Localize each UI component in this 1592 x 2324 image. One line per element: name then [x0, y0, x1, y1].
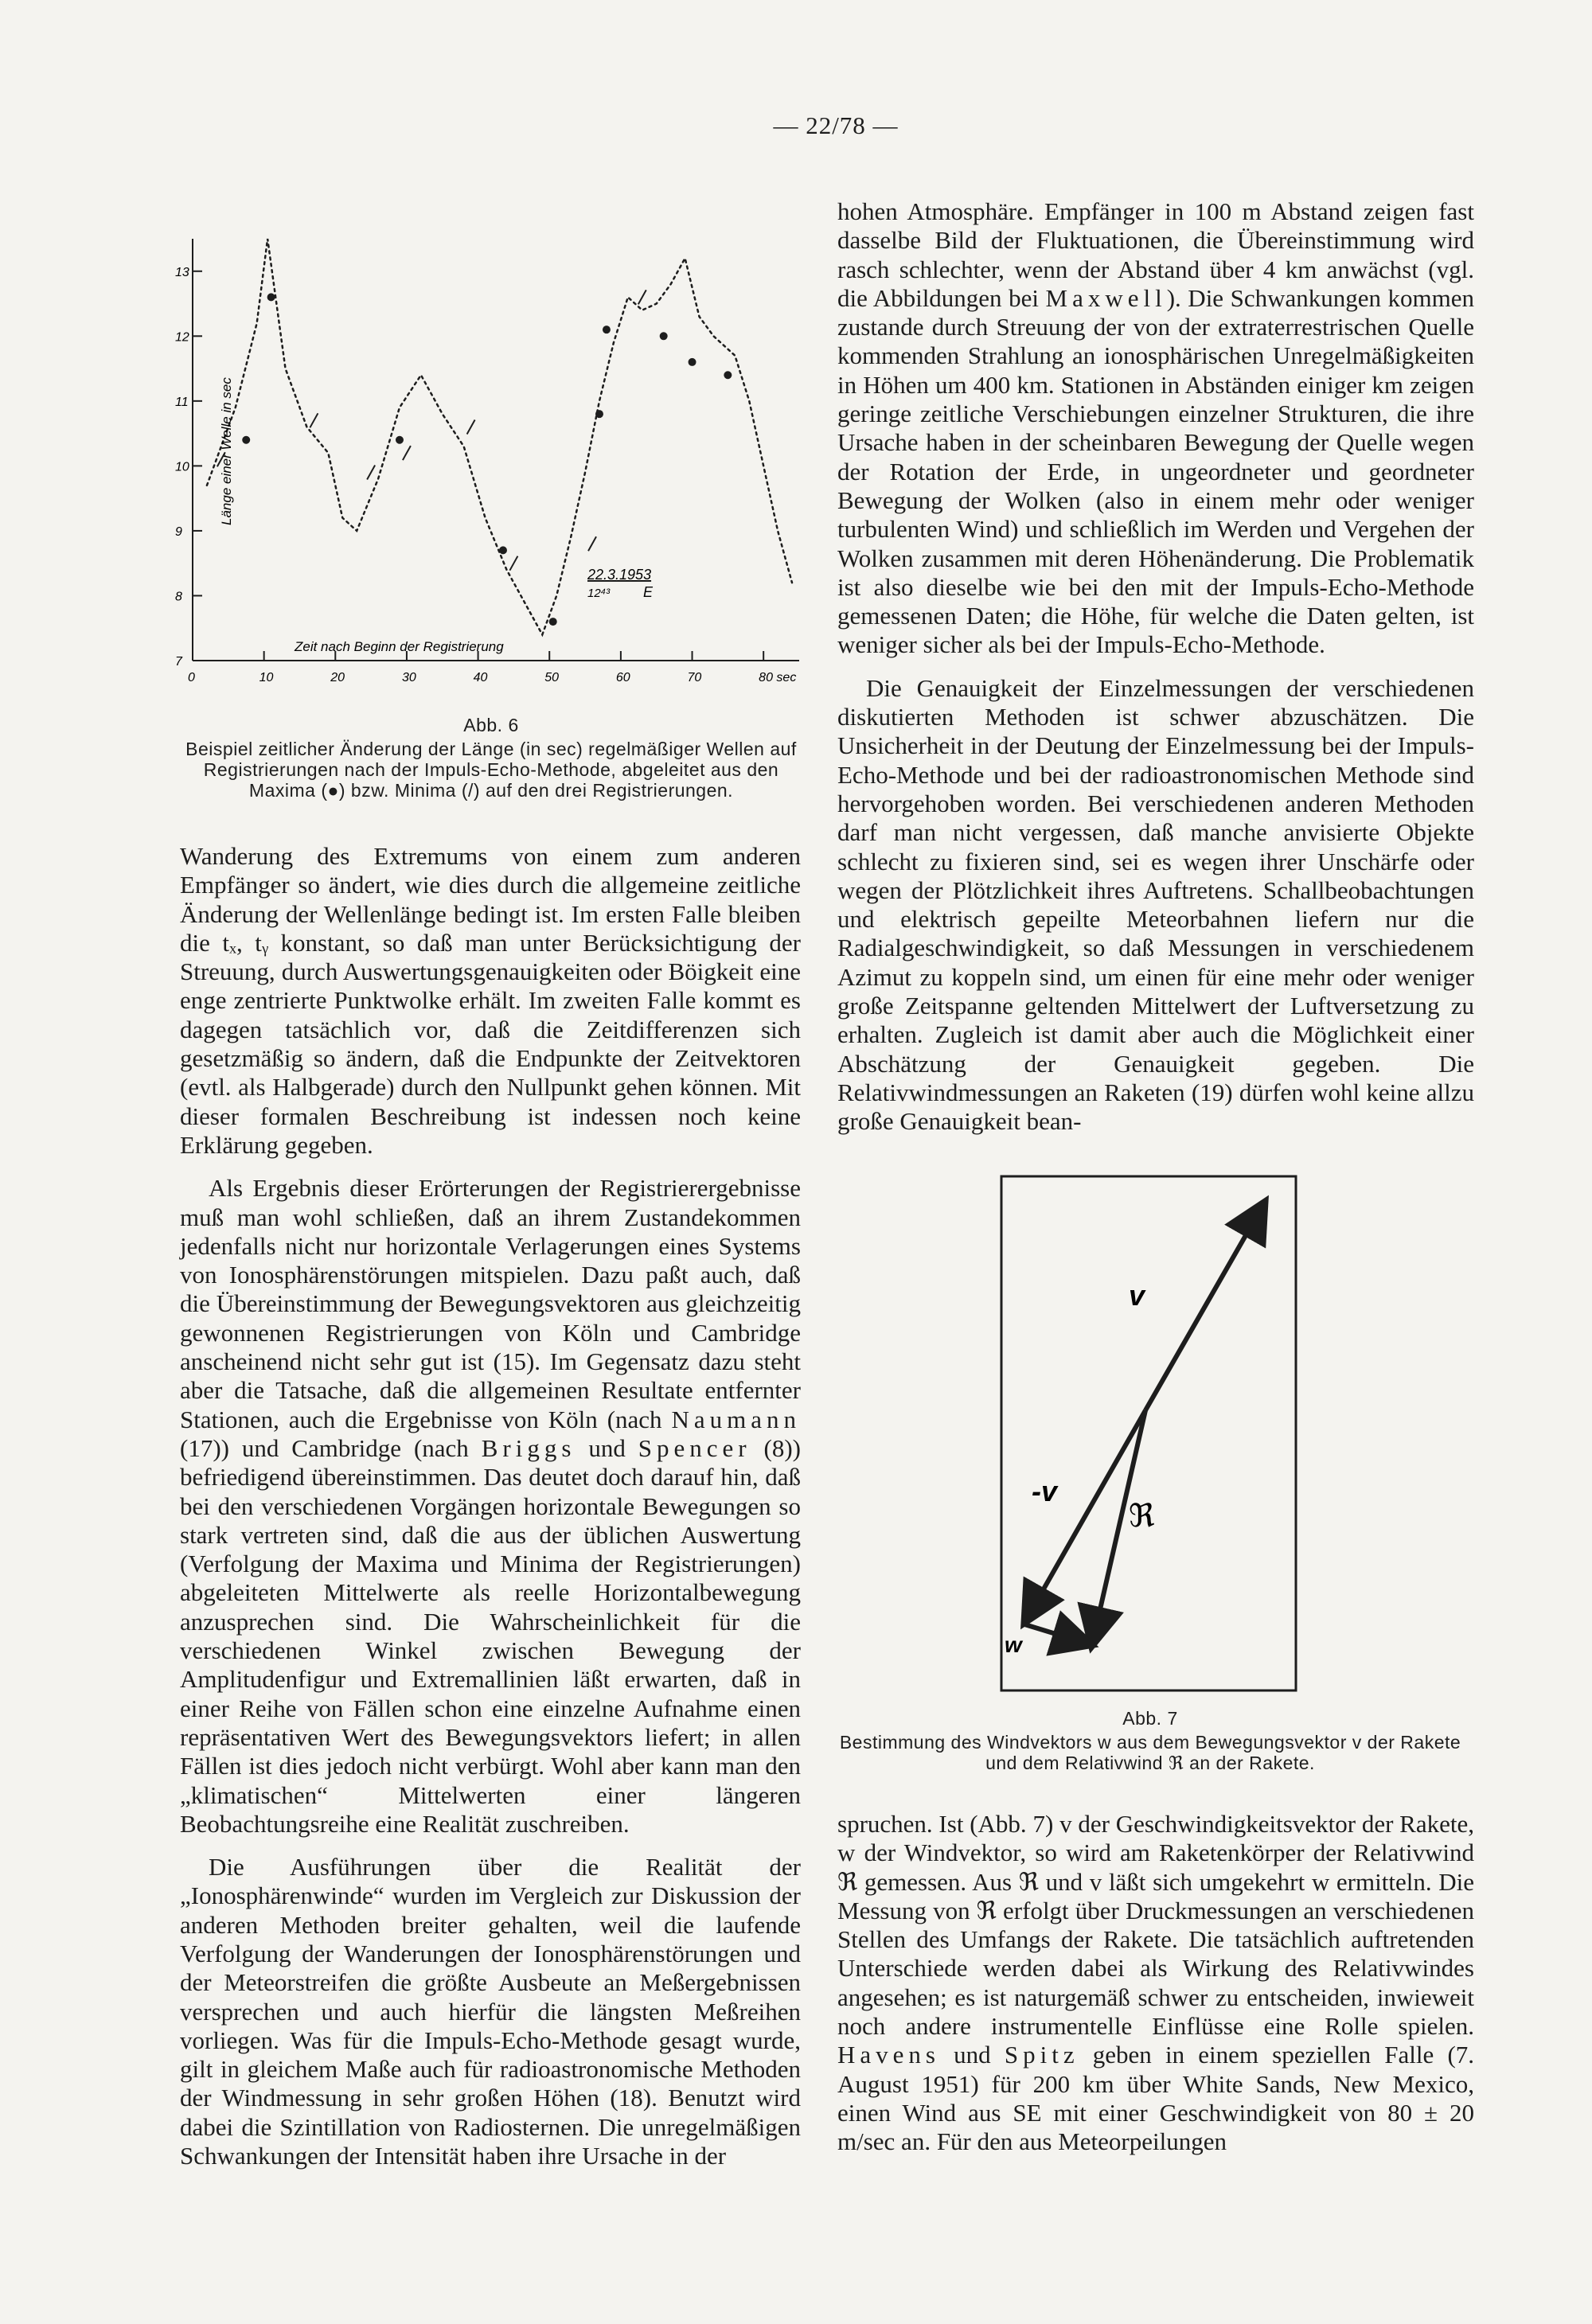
y-tick-label: 10 — [175, 460, 189, 474]
page-number: — 22/78 — — [773, 111, 899, 139]
figure-7-frame — [1001, 1176, 1296, 1690]
author-name: Havens — [837, 2041, 940, 2069]
vector-v — [1145, 1203, 1264, 1410]
chart-marks — [217, 290, 732, 626]
x-tick-label: 60 — [615, 671, 630, 684]
figure-7-caption — [829, 1708, 1471, 1773]
x-tick-label: 0 — [188, 671, 195, 684]
y-tick-label: 7 — [175, 655, 182, 669]
x-tick-label: 80 sec — [759, 671, 797, 684]
vector-minus-v — [1025, 1410, 1145, 1621]
y-axis-label: Länge einer Welle in sec — [219, 377, 234, 525]
maximum-point — [660, 332, 668, 340]
label-R: ℜ — [1129, 1499, 1155, 1534]
y-tick-label: 13 — [175, 265, 189, 279]
series-line — [207, 239, 792, 634]
maximum-point — [242, 436, 250, 444]
minimum-mark — [310, 413, 318, 427]
paragraph: Die Ausführungen über die Realität der „Ionosphärenwinde“ wurden im Vergleich zur Diskussion der anderen Methoden breiter gehalten, weil die laufende Verfolgung der Wanderungen der Ionosphärenstörungen und der Meteorstreifen die größte Ausbeute an Meßergebnissen versprechen und auch hierfür die längsten Meßreihen vorliegen. Was für die Impuls-Echo-Methode gesagt wurde, gilt in gleichem Maße auch für radioastronomische Methoden der Windmessung in sehr großen Höhen (18). Benutzt wird dabei die Szintillation von Radiosternen. Die unregelmäßigen Schwankungen der Intensität haben ihre Ursache in der — [180, 1853, 801, 2170]
figure-6-label: Abb. 6 — [463, 715, 519, 735]
figure-6-station: E — [643, 584, 654, 600]
author-name: Spitz — [1004, 2041, 1079, 2069]
label-w: w — [1005, 1632, 1022, 1657]
minimum-mark — [588, 536, 596, 551]
left-column — [180, 842, 801, 2185]
x-tick-label: 20 — [330, 671, 345, 684]
y-tick-label: 12 — [175, 330, 189, 345]
label-minus-v: -v — [1032, 1475, 1058, 1507]
paragraph: Die Genauigkeit der Einzelmessungen der verschiedenen diskutierten Methoden ist schwer abzuschätzen. Die Unsicherheit in der Deutung der Einzelmessung bei der Impuls-Echo-Methode und bei der radioastronomischen Methode sind hervorgehoben worden. Bei verschiedenen anderen Methoden darf man nicht vergessen, daß manche anvisierte Objekte schlecht zu fixieren sind, sei es wegen ihrer Unschärfe oder wegen der Plötzlichkeit ihres Auftretens. Schallbeobachtungen und elektrisch gepeilte Meteorbahnen liefern nur die Radialgeschwindigkeit, so daß Messungen in verschiedenem Azimut zu koppeln sind, um einen für eine mehr oder weniger große Zeitspanne geltenden Mittelwert der Luftversetzung zu erhalten. Zugleich ist damit aber auch die Möglichkeit einer Abschätzung der Genauigkeit gegeben. Die Relativwindmessungen an Raketen (19) dürfen wohl keine allzu große Genauigkeit bean- — [837, 673, 1474, 1136]
figure-6-time: 12⁴³ — [587, 587, 611, 600]
paragraph: spruchen. Ist (Abb. 7) v der Geschwindigkeitsvektor der Rakete, w der Windvektor, so wird am Raketenkörper der Relativwind ℜ gemessen. Aus ℜ und v läßt sich umgekehrt w ermitteln. Die Messung von ℜ erfolgt über Druckmessungen an verschiedenen Stellen des Umfangs der Rakete. Die tatsächlich auftretenden Unterschiede werden dabei als Wirkung des Relativwindes angesehen; es ist naturgemäß schwer zu entscheiden, inwieweit noch andere instrumentelle Einflüsse eine Rolle spielen. Havens und Spitz geben in einem speziellen Falle (7. August 1951) für 200 km über White Sands, New Mexico, einen Wind aus SE mit einer Geschwindigkeit von 80 ± 20 m/sec an. Für den aus Meteorpeilungen — [837, 1810, 1475, 2156]
x-axis-label: Zeit nach Beginn der Registrierung — [295, 639, 504, 654]
x-tick-label: 40 — [473, 671, 488, 684]
figure-7 — [993, 1172, 1304, 1697]
author-name: Spencer — [638, 1433, 751, 1462]
author-name: Briggs — [481, 1433, 576, 1462]
maximum-point — [499, 546, 507, 554]
paragraph: Als Ergebnis dieser Erörterungen der Registrierergebnisse muß man wohl schließen, daß an ihrem Zustandekommen jedenfalls nicht nur horizontale Verlagerungen eines Systems von Ionosphärenstörungen mitspielen. Dazu paßt auch, daß die Übereinstimmung der Bewegungsvektoren aus gleichzeitig gewonnenen Registrierungen von Köln und Cambridge anscheinend nicht sehr gut ist (15). Im Gegensatz dazu steht aber die Tatsache, daß die allgemeinen Resultate entfernter Stationen, auch die Ergebnisse von Köln (nach Naumann (17)) und Cambridge (nach Briggs und Spencer (8)) befriedigend übereinstimmen. Das deutet doch darauf hin, daß bei den verschiedenen Vorgängen horizontale Bewegungen so stark vertreten sind, daß die aus der üblichen Auswertung (Verfolgung der Maxima und Minima der Registrierungen) abgeleiteten Mittelwerte als reelle Horizontalbewegung anzusprechen sind. Die Wahrscheinlichkeit für die verschiedenen Winkel zwischen Bewegung der Amplitudenfigur und Extremallinien läßt erwarten, daß in einer Reihe von Fällen schon eine einzelne Aufnahme einen repräsentativen Wert des Bewegungsvektors liefert; in allen Fällen ist dies jedoch nicht verbürgt. Wohl aber kann man den „klimatischen“ Mittelwerten einer längeren Beobachtungsreihe eine Realität zuschreiben. — [180, 1174, 802, 1838]
x-tick-label: 10 — [259, 671, 274, 684]
author-name: Naumann — [671, 1405, 801, 1433]
x-tick-label: 30 — [401, 671, 416, 684]
y-tick-label: 8 — [175, 590, 182, 604]
figure-6-chart — [174, 191, 810, 716]
chart-axes — [175, 239, 799, 684]
maximum-point — [689, 358, 696, 366]
paragraph: Wanderung des Extremums von einem zum anderen Empfänger so ändert, wie dies durch die allgemeine zeitliche Änderung der Wellenlänge bedingt ist. Im ersten Falle bleiben die tₓ, tᵧ konstant, so daß man unter Berücksichtigung der Streuung, durch Auswertungsgenauigkeiten oder Böigkeit eine enge zentrierte Punktwolke erhält. Im zweiten Falle kommt es dagegen tatsächlich vor, daß die Zeitdifferenzen sich gesetzmäßig so ändern, daß die Endpunkte der Zeitvektoren (evtl. als Halbgerade) durch den Nullpunkt gehen können. Mit dieser formalen Beschreibung ist indessen noch keine Erklärung gegeben. — [180, 842, 801, 1159]
maximum-point — [267, 293, 275, 301]
minimum-mark — [367, 466, 375, 480]
label-v: v — [1129, 1279, 1145, 1312]
author-name: Maxwell — [1045, 283, 1167, 312]
figure-6 — [174, 191, 810, 716]
x-tick-label: 50 — [544, 671, 560, 684]
vector-w — [1022, 1624, 1090, 1644]
y-tick-label: 11 — [175, 395, 189, 409]
figure-6-caption-text: Beispiel zeitlicher Änderung der Länge (in sec) regelmäßiger Wellen auf Registrierungen nach der Impuls-Echo-Methode, abgeleitet aus den Maxima (●) bzw. Minima (/) auf den drei Registrierungen. — [185, 739, 797, 801]
minimum-mark — [403, 446, 411, 460]
right-column-bottom — [837, 1810, 1474, 2171]
paragraph: hohen Atmosphäre. Empfänger in 100 m Abstand zeigen fast dasselbe Bild der Fluktuationen, die Übereinstimmung wird rasch schlechter, wenn der Abstand über 4 km anwächst (vgl. die Abbildungen bei Maxwell). Die Schwankungen kommen zustande durch Streuung der von der extraterrestrischen Quelle kommenden Strahlung an ionosphärischen Unregelmäßigkeiten in Höhen um 400 km. Stationen in Abständen einiger km zeigen geringe zeitliche Verschiebungen einzelner Strukturen, die ihre Ursache haben in der scheinbaren Bewegung der Quelle wegen der Rotation der Erde, in ungeordneter und geordneter Bewegung der Wolken (also in einem mehr oder weniger turbulenten Wind) und schließlich im Werden und Vergehen der Wolken zusammen mit deren Höhenänderung. Die Problematik ist also dieselbe wie bei den mit der Impuls-Echo-Methode gemessenen Daten; die Höhe, für welche die Daten gelten, ist weniger sicher als bei der Impuls-Echo-Methode. — [837, 197, 1475, 659]
figure-7-diagram — [993, 1172, 1304, 1697]
minimum-mark — [467, 419, 475, 434]
chart-series — [207, 239, 792, 634]
right-column-top — [837, 197, 1474, 1151]
maximum-point — [595, 410, 603, 418]
figure-6-caption — [180, 715, 802, 801]
figure-7-label: Abb. 7 — [1122, 1708, 1178, 1729]
figure-6-date: 22.3.1953 — [587, 567, 652, 583]
minimum-mark — [509, 556, 517, 571]
y-tick-label: 9 — [175, 524, 182, 539]
maximum-point — [603, 326, 611, 333]
x-tick-label: 70 — [687, 671, 702, 684]
maximum-point — [549, 618, 557, 626]
figure-7-caption-text: Bestimmung des Windvektors w aus dem Bewegungsvektor v der Rakete und dem Relativwind ℜ an der Rakete. — [839, 1732, 1461, 1773]
maximum-point — [396, 436, 404, 444]
minimum-mark — [638, 290, 646, 304]
maximum-point — [724, 371, 732, 379]
